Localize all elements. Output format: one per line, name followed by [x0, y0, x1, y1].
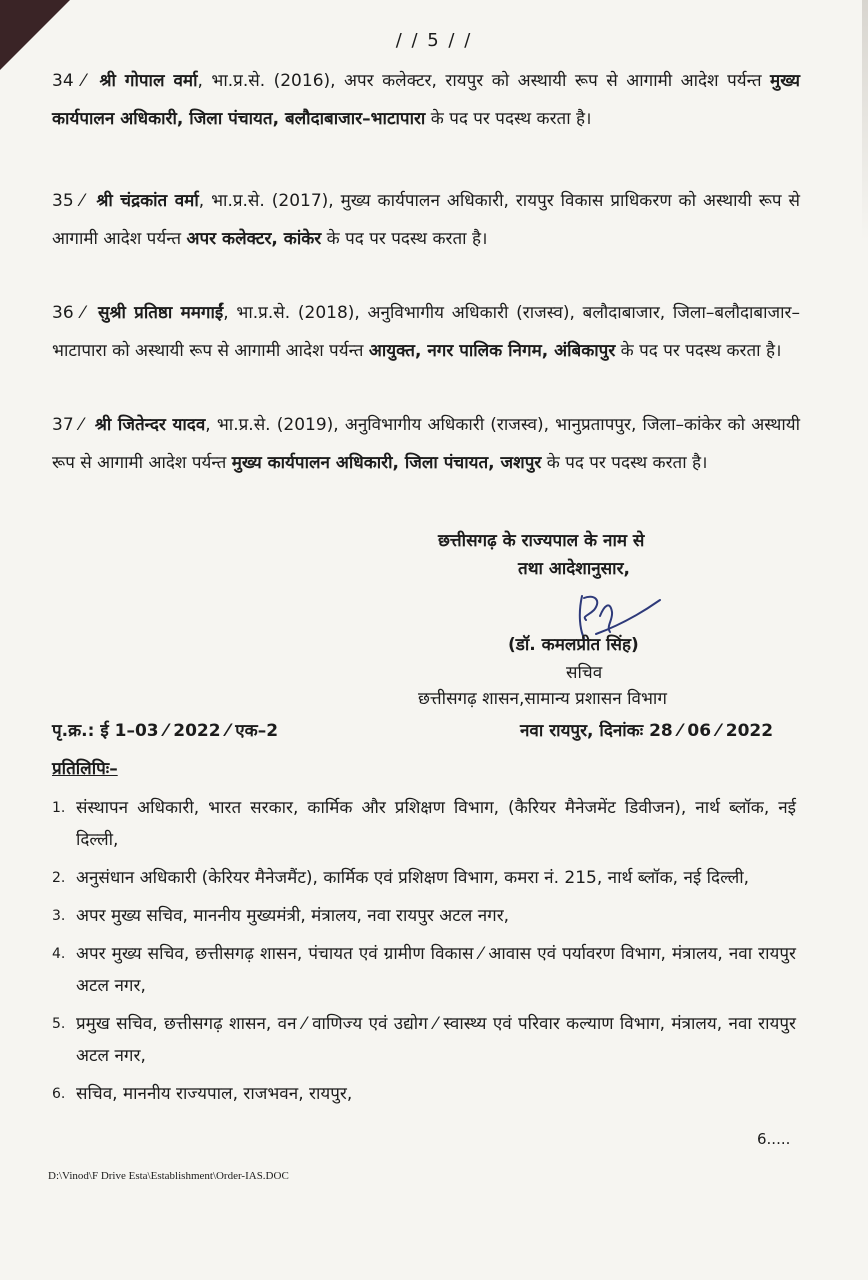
officer-name: श्री जितेन्दर यादव — [94, 415, 206, 435]
place-date: नवा रायपुर, दिनांकः 28 ⁄ 06 ⁄ 2022 — [520, 721, 774, 741]
order-paragraph-35 — [52, 182, 800, 258]
paragraph-text-end: के पद पर पदस्थ करता है। — [615, 341, 782, 361]
signature-line-1: छत्तीसगढ़ के राज्यपाल के नाम से — [438, 531, 645, 551]
signatory-department: छत्तीसगढ़ शासन,सामान्य प्रशासन विभाग — [418, 689, 667, 709]
list-item: 6. सचिव, माननीय राज्यपाल, राजभवन, रायपुर, — [52, 1084, 353, 1104]
paragraph-text-end: के पद पर पदस्थ करता है। — [425, 109, 592, 129]
officer-name: श्री चंद्रकांत वर्मा — [96, 191, 199, 211]
paragraph-number: 35 ⁄ — [52, 191, 84, 211]
paragraph-text: , भा.प्र.से. (2019), अनुविभागीय अधिकारी (राजस्व), भानुप्रतापपुर, जिला–कांकेर को अस्थायी रूप से आगामी आदेश पर्यन्त — [52, 415, 801, 473]
signatory-name: (डॉ. कमलप्रीत सिंह) — [508, 635, 639, 655]
reference-number: पृ.क्र.: ई 1–03 ⁄ 2022 ⁄ एक–2 — [52, 721, 279, 741]
signature-line-2: तथा आदेशानुसार, — [518, 559, 630, 579]
copy-heading: प्रतिलिपिः– — [52, 759, 118, 779]
paragraph-text: , भा.प्र.से. (2018), अनुविभागीय अधिकारी (राजस्व), बलौदाबाजार, जिला–बलौदाबाजार–भाटापारा को अस्थायी रूप से आगामी आदेश पर्यन्त — [52, 303, 801, 361]
posting: मुख्य कार्यपालन अधिकारी, जिला पंचायत, बलौदाबाजार–भाटापारा — [52, 71, 801, 129]
list-item: 2. अनुसंधान अधिकारी (केरियर मैनेजमैंट), कार्मिक एवं प्रशिक्षण विभाग, कमरा नं. 215, नार्थ ब्लॉक, नई दिल्ली, — [52, 868, 750, 888]
paragraph-number: 36 ⁄ — [52, 303, 85, 323]
paragraph-text-end: के पद पर पदस्थ करता है। — [541, 453, 708, 473]
paragraph-text: , भा.प्र.से. (2016), अपर कलेक्टर, रायपुर को अस्थायी रूप से आगामी आदेश पर्यन्त — [197, 71, 771, 91]
list-item: 1. संस्थापन अधिकारी, भारत सरकार, कार्मिक और प्रशिक्षण विभाग, (कैरियर मैनेजमेंट डिवीजन), नार्थ ब्लॉक, नई दिल्ली, — [52, 798, 796, 850]
paragraph-number: 37 ⁄ — [52, 415, 83, 435]
officer-name: श्री गोपाल वर्मा — [99, 71, 198, 91]
file-path: D:\Vinod\F Drive Esta\Establishment\Order-IAS.DOC — [48, 1170, 289, 1182]
posting: अपर कलेक्टर, कांकेर — [186, 229, 322, 249]
posting: आयुक्त, नगर पालिक निगम, अंबिकापुर — [368, 341, 616, 361]
list-item: 3. अपर मुख्य सचिव, माननीय मुख्यमंत्री, मंत्रालय, नवा रायपुर अटल नगर, — [52, 906, 510, 926]
posting: मुख्य कार्यपालन अधिकारी, जिला पंचायत, जशपुर — [231, 453, 542, 473]
copy-list — [52, 792, 796, 1116]
list-item: 5. प्रमुख सचिव, छत्तीसगढ़ शासन, वन ⁄ वाणिज्य एवं उद्योग ⁄ स्वास्थ्य एवं परिवार कल्याण विभाग, मंत्रालय, नवा रायपुर अटल नगर, — [52, 1014, 796, 1066]
page-number: / / 5 / / — [395, 30, 473, 51]
next-page-marker: 6..... — [757, 1130, 791, 1148]
order-paragraph-37 — [52, 406, 800, 482]
signatory-designation: सचिव — [566, 663, 603, 683]
paragraph-number: 34 ⁄ — [52, 71, 85, 91]
list-item: 4. अपर मुख्य सचिव, छत्तीसगढ़ शासन, पंचायत एवं ग्रामीण विकास ⁄ आवास एवं पर्यावरण विभाग, मंत्रालय, नवा रायपुर अटल नगर, — [52, 944, 796, 996]
officer-name: सुश्री प्रतिष्ठा ममगाईं — [97, 303, 224, 323]
paragraph-text: , भा.प्र.से. (2017), मुख्य कार्यपालन अधिकारी, रायपुर विकास प्राधिकरण को अस्थायी रूप से आगामी आदेश पर्यन्त — [52, 191, 800, 249]
paragraph-text-end: के पद पर पदस्थ करता है। — [321, 229, 488, 249]
order-paragraph-36 — [52, 294, 800, 370]
order-paragraph-34 — [52, 62, 800, 138]
